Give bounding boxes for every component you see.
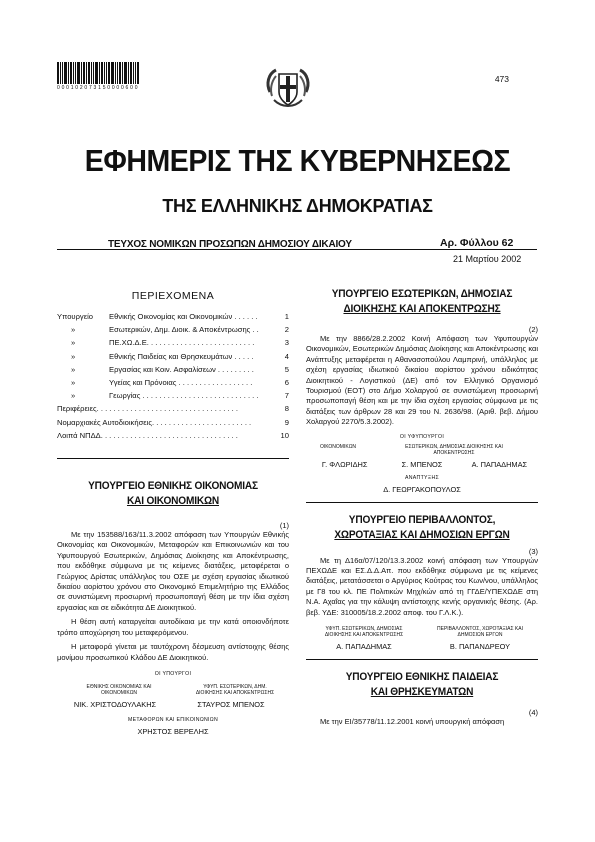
contents-list — [57, 310, 289, 442]
section4-paragraph: Με την ΕΙ/35778/11.12.2001 κοινή υπουργική απόφαση — [320, 717, 505, 727]
section2-heading: ΥΠΟΥΡΓΕΙΟ ΕΣΩΤΕΡΙΚΩΝ, ΔΗΜΟΣΙΑΣ ΔΙΟΙΚΗΣΗΣ ΚΑΙ ΑΠΟΚΕΝΤΡΩΣΗΣ — [331, 288, 513, 315]
signatory-name: Δ. ΓΕΩΡΓΑΚΟΠΟΥΛΟΣ — [383, 484, 461, 494]
signatory-title: ΑΝΑΠΤΥΞΗΣ — [404, 474, 440, 481]
section2-paragraph: Με την 8866/28.2.2002 Κοινή Απόφαση των Υφυπουργών Οικονομικών, Εσωτερικών Δημόσιας Διοίκησης και Αποκέντρωσης και Ανάπτυξης μεταφέρεται η Αθανασοπούλου Λαμπρινή, υπάλληλος με σχέση εργασίας ιδιωτικού δικαίου αορίστου χρόνου ειδικότητας Διοικητικού - Λογιστικού (ΔΕ) από τον Ελληνικό Οργανισμό Τουρισμού (ΕΟΤ) στο Δήμο Χολαργού σε συνιστώμενη προσωρινή προσωποπαγή θέση και με την ίδια σχέση εργασίας σύμφωνα με τις διατάξεις των άρθρων 28 και 29 του Ν. 2636/98. (Αριθ. βεβ. Δήμου Χολαργού 2270/5.3.2002). — [306, 334, 538, 427]
contents-row: » ΠΕ.ΧΩ.Δ.Ε. . . . . . . . . . . . . . . . . . . . . . . . . . 3 — [71, 338, 289, 348]
signatories-caption: ΟΙ ΥΦΥΠΟΥΡΓΟΙ — [399, 433, 445, 440]
contents-row: Νομαρχιακές Αυτοδιοικήσεις . . . . . . . . . . . . . . . . . . . . . . . . 9 — [57, 417, 289, 427]
contents-row: » Εργασίας και Κοιν. Ασφαλίσεων . . . . . . . . . 5 — [71, 364, 289, 374]
section-divider — [306, 659, 538, 660]
section-divider — [57, 458, 289, 459]
section1-number: (1) — [279, 521, 289, 531]
signatory-name: ΧΡΗΣΤΟΣ ΒΕΡΕΛΗΣ — [137, 726, 209, 736]
signatory-titles: ΟΙΚΟΝΟΜΙΚΩΝ ΕΣΩΤΕΡΙΚΩΝ, ΔΗΜΟΣΙΑΣ ΔΙΟΙΚΗΣΗΣ ΚΑΙ ΑΠΟΚΕΝΤΡΩΣΗΣ — [319, 443, 503, 456]
issue-type: ΤΕΥΧΟΣ ΝΟΜΙΚΩΝ ΠΡΟΣΩΠΩΝ ΔΗΜΟΣΙΟΥ ΔΙΚΑΙΟΥ — [108, 239, 352, 250]
gazette-subtitle: ΤΗΣ ΕΛΛΗΝΙΚΗΣ ΔΗΜΟΚΡΑΤΙΑΣ — [162, 196, 433, 216]
section-divider — [306, 502, 538, 503]
section3-number: (3) — [528, 546, 538, 556]
signatory-titles: ΥΦΥΠ. ΕΣΩΤΕΡΙΚΩΝ, ΔΗΜΟΣΙΑΣ ΔΙΟΙΚΗΣΗΣ ΚΑΙ ΑΠΟΚΕΝΤΡΩΣΗΣ ΠΕΡΙΒΑΛΛΟΝΤΟΣ, ΧΩΡΟΤΑΞΙΑΣ ΚΑΙ ΔΗΜΟΣΙΩΝ ΕΡΓΩΝ — [324, 626, 523, 639]
left-column — [57, 285, 289, 736]
section1-paragraph: Η μεταφορά γίνεται με ταυτόχρονη δέσμευση αντίστοιχης θέσης μονίμου προσωπικού Κλάδου ΔΕ Διοικητικού. — [57, 642, 289, 662]
contents-row: Υπουργείο Εθνικής Οικονομίας και Οικονομικών . . . . . . 1 — [57, 312, 289, 321]
section4-number: (4) — [528, 708, 538, 718]
signatory-title: ΜΕΤΑΦΟΡΩΝ ΚΑΙ ΕΠΙΚΟΙΝΩΝΙΩΝ — [127, 716, 219, 723]
contents-heading: ΠΕΡΙΕΧΟΜΕΝΑ — [131, 290, 215, 302]
barcode — [57, 62, 145, 84]
issue-date: 21 Μαρτίου 2002 — [453, 254, 522, 264]
contents-row: » Εθνικής Παιδείας και Θρησκευμάτων . . . . . 4 — [71, 351, 289, 361]
gazette-title: ΕΦΗΜΕΡΙΣ ΤΗΣ ΚΥΒΕΡΝΗΣΕΩΣ — [84, 143, 511, 178]
sheet-number: Αρ. Φύλλου 62 — [440, 237, 514, 249]
section3-paragraph: Με τη Δ16α/07/120/13.3.2002 κοινή απόφαση των Υπουργών ΠΕΧΩΔΕ και ΕΣ.Δ.Δ.Απ. που εκδόθηκε σύμφωνα με τις κείμενες διατάξεις, μετατάσσεται ο Αργύριος Κούτρας του Κων/νου, υπάλληλος με Γ8 του κλ. ΠΕ Πολιτικών Μηχ/κών από τη ΓΓΔΕ/ΥΠΕΧΩΔΕ στη Ν.Α. Αχαΐας για την κάλυψη αντίστοιχης κενής οργανικής θέσης. (Αρ. βεβ. ΥΔΕ: 310005/18.2.2002 αποφ. του Γ.Λ.Κ.). — [306, 555, 538, 617]
contents-row: » Υγείας και Πρόνοιας . . . . . . . . . . . . . . . . . . 6 — [71, 378, 289, 388]
coat-of-arms-emblem — [262, 62, 314, 114]
page-number: 473 — [494, 74, 509, 84]
signatory-names: ΝΙΚ. ΧΡΙΣΤΟΔΟΥΛΑΚΗΣ ΣΤΑΥΡΟΣ ΜΠΕΝΟΣ — [73, 699, 265, 709]
contents-row: Περιφέρειες . . . . . . . . . . . . . . . . . . . . . . . . . . . . . . . . . . 8 — [57, 404, 289, 414]
section1-paragraph: Με την 153588/163/11.3.2002 απόφαση των Υπουργών Εθνικής Οικονομίας και Οικονομικών, Μεταφορών και Επικοινωνιών και του Υφυπουργού Εσωτερικών, Δημόσιας Διοίκησης και Αποκέντρωσης, που εκδόθηκε σύμφωνα με τις κείμενες διατάξεις, μεταφέρεται ο Γεώργιος Δρίστας υπάλληλος του ΟΣΕ με σχέση εργασίας ιδιωτικού δικαίου αορίστου χρόνου στο Οικονομικό Επιμελητήριο της Ελλάδος σε συνιστώμενη προσωρινή προσωποπαγή θέση με την ίδια σχέση εργασίας και σε ειδικότητα ΔΕ Διοικητικού. — [57, 530, 289, 612]
contents-row: » Γεωργίας . . . . . . . . . . . . . . . . . . . . . . . . . . . . 7 — [71, 391, 289, 401]
contents-row: » Εσωτερικών, Δημ. Διοικ. & Αποκέντρωσης . . 2 — [71, 325, 289, 335]
section2-number: (2) — [528, 325, 538, 334]
signatory-names: Α. ΠΑΠΑΔΗΜΑΣ Β. ΠΑΠΑΝΔΡΕΟΥ — [336, 642, 511, 652]
signatory-titles: ΕΘΝΙΚΗΣ ΟΙΚΟΝΟΜΙΑΣ ΚΑΙ ΟΙΚΟΝΟΜΙΚΩΝ ΥΦΥΠ. ΕΣΩΤΕΡΙΚΩΝ, ΔΗΜ. ΔΙΟΙΚΗΣΗΣ ΚΑΙ ΑΠΟΚΕΝΤΡΩΣΗΣ — [86, 683, 275, 696]
signatories-caption: ΟΙ ΥΠΟΥΡΓΟΙ — [154, 670, 192, 677]
section1-paragraph: Η θέση αυτή καταργείται αυτοδίκαια με την κατά οποιονδήποτε τρόπο αποχώρηση του μεταφερόμενου. — [57, 617, 289, 637]
section4-heading: ΥΠΟΥΡΓΕΙΟ ΕΘΝΙΚΗΣ ΠΑΙΔΕΙΑΣ ΚΑΙ ΘΡΗΣΚΕΥΜΑΤΩΝ — [345, 671, 499, 699]
section3-heading: ΥΠΟΥΡΓΕΙΟ ΠΕΡΙΒΑΛΛΟΝΤΟΣ, ΧΩΡΟΤΑΞΙΑΣ ΚΑΙ ΔΗΜΟΣΙΩΝ ΕΡΓΩΝ — [334, 513, 510, 541]
section1-heading: ΥΠΟΥΡΓΕΙΟ ΕΘΝΙΚΗΣ ΟΙΚΟΝΟΜΙΑΣ ΚΑΙ ΟΙΚΟΝΟΜΙΚΩΝ — [88, 480, 258, 508]
barcode-number: 0 0 0 1 0 2 0 7 3 1 5 0 0 0 0 6 0 0 — [57, 85, 138, 91]
contents-row: Λοιπά ΝΠΔΔ . . . . . . . . . . . . . . . . . . . . . . . . . . . . . . . . . 10 — [57, 430, 289, 440]
right-column — [306, 285, 538, 728]
signatory-names: Γ. ΦΛΩΡΙΔΗΣ Σ. ΜΠΕΝΟΣ Α. ΠΑΠΑΔΗΜΑΣ — [321, 459, 528, 469]
header-rule — [57, 249, 537, 250]
